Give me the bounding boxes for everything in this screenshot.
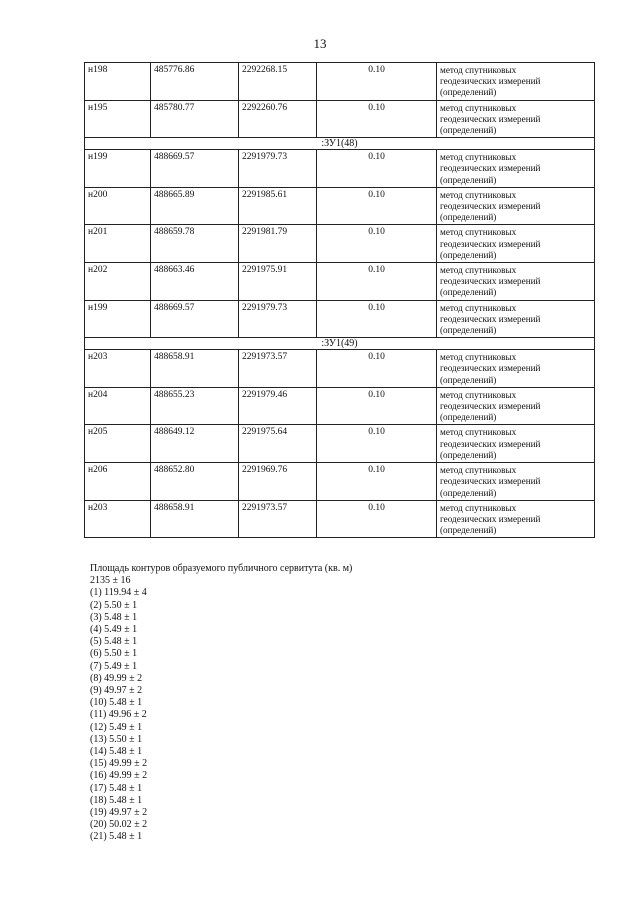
method-line: (определений) [440, 412, 497, 423]
y-coordinate-cell: 2291985.61 [239, 187, 317, 225]
point-id-cell: н200 [85, 187, 151, 225]
method-line: (определений) [440, 374, 497, 385]
point-id-cell: н205 [85, 425, 151, 463]
method-line: геодезических измерений [440, 238, 541, 249]
area-section [90, 563, 352, 844]
method-cell [437, 263, 595, 301]
x-coordinate-cell: 488659.78 [151, 225, 239, 263]
area-total: 2135 ± 16 [90, 575, 131, 587]
method-cell [437, 187, 595, 225]
method-line: метод спутниковых [440, 389, 517, 400]
method-line: метод спутниковых [440, 265, 517, 276]
y-coordinate-cell: 2291969.76 [239, 463, 317, 501]
table-row [85, 350, 595, 388]
point-id-cell: н199 [85, 300, 151, 338]
method-line: метод спутниковых [440, 427, 517, 438]
method-line: (определений) [440, 325, 497, 336]
section-header-row [85, 338, 595, 350]
y-coordinate-cell: 2291973.57 [239, 350, 317, 388]
area-contour-item: (17) 5.48 ± 1 [90, 782, 143, 794]
area-contour-item: (4) 5.49 ± 1 [90, 624, 138, 636]
method-cell [437, 63, 595, 101]
point-id-cell: н203 [85, 500, 151, 538]
coordinates-table-body [85, 63, 595, 538]
area-contour-item: (18) 5.48 ± 1 [90, 794, 143, 806]
table-row [85, 425, 595, 463]
y-coordinate-cell: 2291975.64 [239, 425, 317, 463]
area-contour-item: (10) 5.48 ± 1 [90, 697, 143, 709]
point-id-cell: н198 [85, 63, 151, 101]
point-id-cell: н206 [85, 463, 151, 501]
method-line: геодезических измерений [440, 401, 541, 412]
y-coordinate-cell: 2291979.73 [239, 150, 317, 188]
y-coordinate-cell: 2291979.73 [239, 300, 317, 338]
method-line: (определений) [440, 525, 497, 536]
table-row [85, 300, 595, 338]
area-contour-list [90, 587, 352, 843]
x-coordinate-cell: 488663.46 [151, 263, 239, 301]
area-contour-item: (8) 49.99 ± 2 [90, 672, 143, 684]
method-cell [437, 425, 595, 463]
y-coordinate-cell: 2291979.46 [239, 387, 317, 425]
point-id-cell: н195 [85, 100, 151, 138]
area-contour-item: (6) 5.50 ± 1 [90, 648, 138, 660]
table-row [85, 263, 595, 301]
method-line: метод спутниковых [440, 352, 517, 363]
y-coordinate-cell: 2291981.79 [239, 225, 317, 263]
x-coordinate-cell: 488658.91 [151, 500, 239, 538]
accuracy-cell: 0.10 [317, 500, 437, 538]
x-coordinate-cell: 485780.77 [151, 100, 239, 138]
area-heading: Площадь контуров образуемого публичного сервитута (кв. м) [90, 563, 353, 574]
table-row [85, 150, 595, 188]
x-coordinate-cell: 485776.86 [151, 63, 239, 101]
area-contour-item: (1) 119.94 ± 4 [90, 587, 147, 599]
method-line: геодезических измерений [440, 201, 541, 212]
area-contour-item: (13) 5.50 ± 1 [90, 733, 143, 745]
x-coordinate-cell: 488665.89 [151, 187, 239, 225]
method-cell [437, 300, 595, 338]
method-cell [437, 463, 595, 501]
accuracy-cell: 0.10 [317, 225, 437, 263]
method-line: (определений) [440, 249, 497, 260]
method-line: геодезических измерений [440, 513, 541, 524]
section-label: :ЗУ1(48) [85, 138, 595, 150]
area-contour-item: (14) 5.48 ± 1 [90, 746, 143, 758]
method-cell [437, 387, 595, 425]
method-line: геодезических измерений [440, 476, 541, 487]
method-line: геодезических измерений [440, 113, 541, 124]
method-line: метод спутниковых [440, 152, 517, 163]
method-line: метод спутниковых [440, 502, 517, 513]
method-line: метод спутниковых [440, 65, 517, 75]
accuracy-cell: 0.10 [317, 300, 437, 338]
y-coordinate-cell: 2292268.15 [239, 63, 317, 101]
accuracy-cell: 0.10 [317, 100, 437, 138]
method-line: геодезических измерений [440, 438, 541, 449]
point-id-cell: н202 [85, 263, 151, 301]
area-contour-item: (2) 5.50 ± 1 [90, 599, 138, 611]
section-label: :ЗУ1(49) [85, 338, 595, 350]
accuracy-cell: 0.10 [317, 187, 437, 225]
y-coordinate-cell: 2291973.57 [239, 500, 317, 538]
x-coordinate-cell: 488658.91 [151, 350, 239, 388]
accuracy-cell: 0.10 [317, 263, 437, 301]
table-row [85, 463, 595, 501]
coordinates-table [84, 62, 595, 538]
method-line: (определений) [440, 212, 497, 223]
x-coordinate-cell: 488652.80 [151, 463, 239, 501]
area-contour-item: (15) 49.99 ± 2 [90, 758, 148, 770]
area-contour-item: (7) 5.49 ± 1 [90, 660, 138, 672]
method-line: (определений) [440, 287, 497, 298]
table-row [85, 187, 595, 225]
accuracy-cell: 0.10 [317, 387, 437, 425]
page-number: 13 [313, 36, 327, 51]
x-coordinate-cell: 488669.57 [151, 150, 239, 188]
method-cell [437, 150, 595, 188]
method-line: (определений) [440, 449, 497, 460]
method-line: (определений) [440, 87, 497, 98]
table-row [85, 500, 595, 538]
method-line: геодезических измерений [440, 276, 541, 287]
method-line: (определений) [440, 125, 497, 136]
y-coordinate-cell: 2292260.76 [239, 100, 317, 138]
method-line: метод спутниковых [440, 102, 517, 113]
point-id-cell: н203 [85, 350, 151, 388]
point-id-cell: н201 [85, 225, 151, 263]
accuracy-cell: 0.10 [317, 350, 437, 388]
method-line: геодезических измерений [440, 163, 541, 174]
area-contour-item: (21) 5.48 ± 1 [90, 831, 143, 843]
accuracy-cell: 0.10 [317, 63, 437, 101]
x-coordinate-cell: 488655.23 [151, 387, 239, 425]
accuracy-cell: 0.10 [317, 150, 437, 188]
method-line: метод спутниковых [440, 465, 517, 476]
accuracy-cell: 0.10 [317, 463, 437, 501]
method-line: (определений) [440, 487, 497, 498]
area-contour-item: (11) 49.96 ± 2 [90, 709, 147, 721]
method-cell [437, 350, 595, 388]
section-header-row [85, 138, 595, 150]
area-contour-item: (19) 49.97 ± 2 [90, 807, 148, 819]
method-line: геодезических измерений [440, 313, 541, 324]
method-line: метод спутниковых [440, 302, 517, 313]
area-contour-item: (20) 50.02 ± 2 [90, 819, 148, 831]
table-row [85, 225, 595, 263]
method-line: метод спутниковых [440, 189, 517, 200]
method-cell [437, 500, 595, 538]
accuracy-cell: 0.10 [317, 425, 437, 463]
point-id-cell: н204 [85, 387, 151, 425]
method-line: геодезических измерений [440, 363, 541, 374]
method-line: метод спутниковых [440, 227, 517, 238]
point-id-cell: н199 [85, 150, 151, 188]
table-row [85, 387, 595, 425]
y-coordinate-cell: 2291975.91 [239, 263, 317, 301]
method-cell [437, 100, 595, 138]
area-contour-item: (9) 49.97 ± 2 [90, 685, 143, 697]
area-contour-item: (12) 5.49 ± 1 [90, 721, 143, 733]
area-contour-item: (3) 5.48 ± 1 [90, 611, 138, 623]
x-coordinate-cell: 488669.57 [151, 300, 239, 338]
table-row [85, 100, 595, 138]
method-line: (определений) [440, 174, 497, 185]
method-cell [437, 225, 595, 263]
table-row [85, 63, 595, 101]
area-contour-item: (5) 5.48 ± 1 [90, 636, 138, 648]
x-coordinate-cell: 488649.12 [151, 425, 239, 463]
method-line: геодезических измерений [440, 76, 541, 87]
area-contour-item: (16) 49.99 ± 2 [90, 770, 148, 782]
